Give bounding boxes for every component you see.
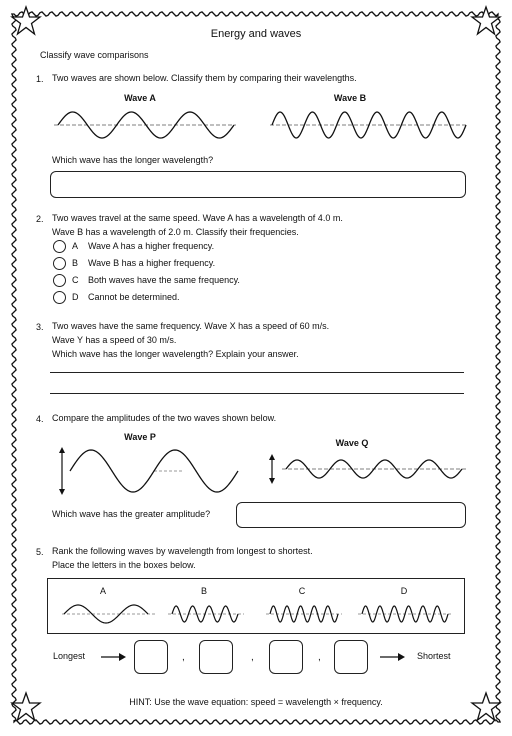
rank-box-3[interactable] — [269, 640, 303, 674]
rank-wave-b-label: B — [200, 586, 207, 596]
wave-a-label: Wave A — [124, 93, 156, 103]
q2-line2: Wave B has a wavelength of 2.0 m. Classify their frequencies. — [52, 227, 299, 237]
rank-box-1[interactable] — [134, 640, 168, 674]
q3-line3: Which wave has the longer wavelength? Explain your answer. — [52, 349, 299, 359]
wave-p-label: Wave P — [124, 432, 156, 442]
longest-label: Longest — [53, 651, 86, 661]
option-c-letter: C — [72, 275, 79, 285]
rank-separator-1: , — [182, 652, 185, 663]
rank-wave-d-label: D — [400, 586, 408, 596]
q4-answer-box[interactable] — [236, 502, 466, 528]
option-c-text: Both waves have the same frequency. — [88, 275, 240, 285]
wave-q-label: Wave Q — [335, 438, 369, 448]
page-title: Energy and waves — [210, 28, 302, 40]
rank-separator-3: , — [318, 652, 321, 663]
option-a-text: Wave A has a higher frequency. — [88, 241, 215, 251]
q1-answer-box[interactable] — [50, 171, 466, 198]
wave-b-diagram — [268, 104, 473, 146]
arrow-right-icon — [379, 651, 407, 663]
q3-answer-line-1[interactable] — [50, 372, 464, 373]
rank-separator-2: , — [251, 652, 254, 663]
q1-text: Two waves are shown below. Classify them by comparing their wavelengths. — [52, 73, 357, 83]
rank-wave-c-label: C — [298, 586, 306, 596]
arrow-right-icon — [100, 651, 128, 663]
q5-number: 5. — [36, 547, 44, 557]
rank-wave-c-diagram — [264, 598, 344, 630]
rank-box-2[interactable] — [199, 640, 233, 674]
q1-number: 1. — [36, 74, 44, 84]
option-b-letter: B — [72, 258, 79, 268]
q2-number: 2. — [36, 214, 44, 224]
q3-answer-line-2[interactable] — [50, 393, 464, 394]
option-a-radio[interactable] — [53, 240, 66, 253]
q4-number: 4. — [36, 414, 44, 424]
option-a-letter: A — [72, 241, 79, 251]
wave-a-diagram — [50, 104, 240, 146]
shortest-label: Shortest — [417, 651, 451, 661]
rank-wave-b-diagram — [166, 598, 246, 630]
wave-q-diagram — [264, 450, 470, 490]
q1-prompt: Which wave has the longer wavelength? — [52, 155, 214, 165]
option-b-text: Wave B has a higher frequency. — [88, 258, 216, 268]
option-c-radio[interactable] — [53, 274, 66, 287]
wave-b-label: Wave B — [333, 93, 367, 103]
option-d-radio[interactable] — [53, 291, 66, 304]
hint-text: HINT: Use the wave equation: speed = wavelength × frequency. — [129, 697, 383, 707]
q2-line1: Two waves travel at the same speed. Wave A has a wavelength of 4.0 m. — [52, 213, 343, 223]
q5-line2: Place the letters in the boxes below. — [52, 560, 196, 570]
q3-line1: Two waves have the same frequency. Wave X has a speed of 60 m/s. — [52, 321, 330, 331]
page-subtitle: Classify wave comparisons — [40, 50, 149, 60]
q3-number: 3. — [36, 322, 44, 332]
q3-line2: Wave Y has a speed of 30 m/s. — [52, 335, 177, 345]
rank-wave-a-diagram — [60, 598, 158, 630]
rank-wave-a-label: A — [99, 586, 106, 596]
q5-line1: Rank the following waves by wavelength from longest to shortest. — [52, 546, 313, 556]
option-d-letter: D — [72, 292, 79, 302]
q4-text: Compare the amplitudes of the two waves shown below. — [52, 413, 277, 423]
rank-wave-d-diagram — [356, 598, 454, 630]
rank-box-4[interactable] — [334, 640, 368, 674]
option-d-text: Cannot be determined. — [88, 292, 180, 302]
wave-p-diagram — [54, 445, 244, 497]
q4-prompt: Which wave has the greater amplitude? — [52, 509, 211, 519]
option-b-radio[interactable] — [53, 257, 66, 270]
